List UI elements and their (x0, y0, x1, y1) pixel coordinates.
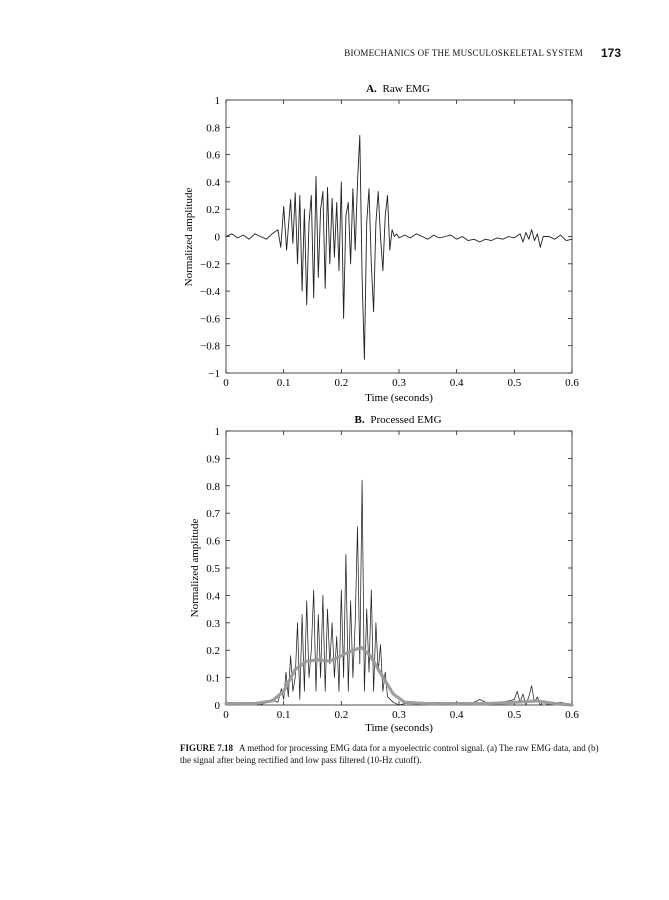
series-line-rectified-emg (226, 480, 572, 705)
y-tick-label: 0.8 (206, 122, 220, 135)
panel-b-y-ticks (206, 426, 572, 712)
panel-a-y-ticks (200, 95, 572, 380)
panel-a-series (226, 136, 572, 360)
panel-a-x-ticks (223, 100, 579, 389)
panel-b-x-axis-label: Time (seconds) (365, 722, 433, 734)
y-tick-label: −0.4 (200, 286, 220, 299)
panel-b-y-axis-label: Normalized amplitude (189, 518, 201, 618)
y-tick-label: 0.6 (206, 535, 220, 548)
figure-caption-text: A method for processing EMG data for a myoelectric control signal. (a) The raw EMG data, and (b) the signal after being rectified and low pass filtered (10-Hz cutoff). (180, 743, 599, 765)
panel-a-label: A. (366, 83, 377, 95)
panel-b-label: B. (354, 414, 365, 426)
x-tick-label: 0.5 (507, 377, 522, 389)
y-tick-label: 0.4 (206, 176, 220, 189)
y-tick-label: 0 (214, 700, 220, 712)
y-tick-label: 0.9 (206, 453, 220, 466)
y-tick-label: 0.5 (206, 563, 220, 575)
x-tick-label: 0.1 (276, 377, 291, 389)
series-line-low-pass-filtered-10-hz-cutoff (226, 648, 572, 706)
x-tick-label: 0.6 (565, 709, 579, 721)
y-tick-label: −0.2 (200, 258, 220, 271)
panel-a-title-text: Raw EMG (382, 83, 430, 95)
running-head-title: BIOMECHANICS OF THE MUSCULOSKELETAL SYSTEM (344, 48, 583, 58)
figure-caption (180, 742, 610, 766)
x-tick-label: 0.2 (334, 377, 349, 389)
y-tick-label: −0.8 (200, 340, 220, 353)
x-tick-label: 0.2 (334, 709, 349, 721)
y-tick-label: 0.2 (206, 645, 220, 658)
x-tick-label: 0.1 (276, 709, 291, 721)
y-tick-label: 1 (214, 426, 220, 438)
y-tick-label: 0.6 (206, 149, 220, 162)
panel-a-x-axis-label: Time (seconds) (365, 392, 433, 404)
panel-a-plot-frame (226, 100, 572, 373)
panel-b-plot-frame (226, 431, 572, 705)
panel-b-x-ticks (223, 431, 579, 721)
x-tick-label: 0.3 (392, 377, 406, 389)
y-tick-label: 0.1 (206, 672, 220, 685)
y-tick-label: −0.6 (200, 313, 220, 326)
x-tick-label: 0.4 (449, 377, 464, 389)
x-tick-label: 0.5 (507, 709, 522, 721)
page-number: 173 (600, 46, 621, 60)
x-tick-label: 0.4 (449, 709, 464, 721)
y-tick-label: 1 (214, 95, 220, 107)
panel-a-raw-emg (183, 83, 579, 404)
panel-b-processed-emg (189, 414, 579, 734)
panel-b-series (226, 480, 572, 705)
panel-a-y-axis-label: Normalized amplitude (183, 187, 195, 287)
y-tick-label: 0.4 (206, 590, 220, 603)
x-tick-label: 0.6 (565, 377, 579, 389)
x-tick-label: 0.3 (392, 709, 406, 721)
x-tick-label: 0 (223, 709, 229, 721)
y-tick-label: 0.7 (206, 508, 220, 521)
figure-caption-label: FIGURE 7.18 (180, 743, 234, 753)
panel-a-title (366, 83, 430, 95)
series-line-raw-emg (226, 136, 572, 360)
y-tick-label: 0 (214, 231, 220, 244)
y-tick-label: −1 (208, 368, 220, 380)
x-tick-label: 0 (223, 377, 229, 389)
y-tick-label: 0.8 (206, 480, 220, 493)
y-tick-label: 0.3 (206, 617, 220, 630)
panel-b-title (354, 414, 441, 426)
y-tick-label: 0.2 (206, 204, 220, 217)
panel-b-title-text: Processed EMG (370, 414, 442, 426)
